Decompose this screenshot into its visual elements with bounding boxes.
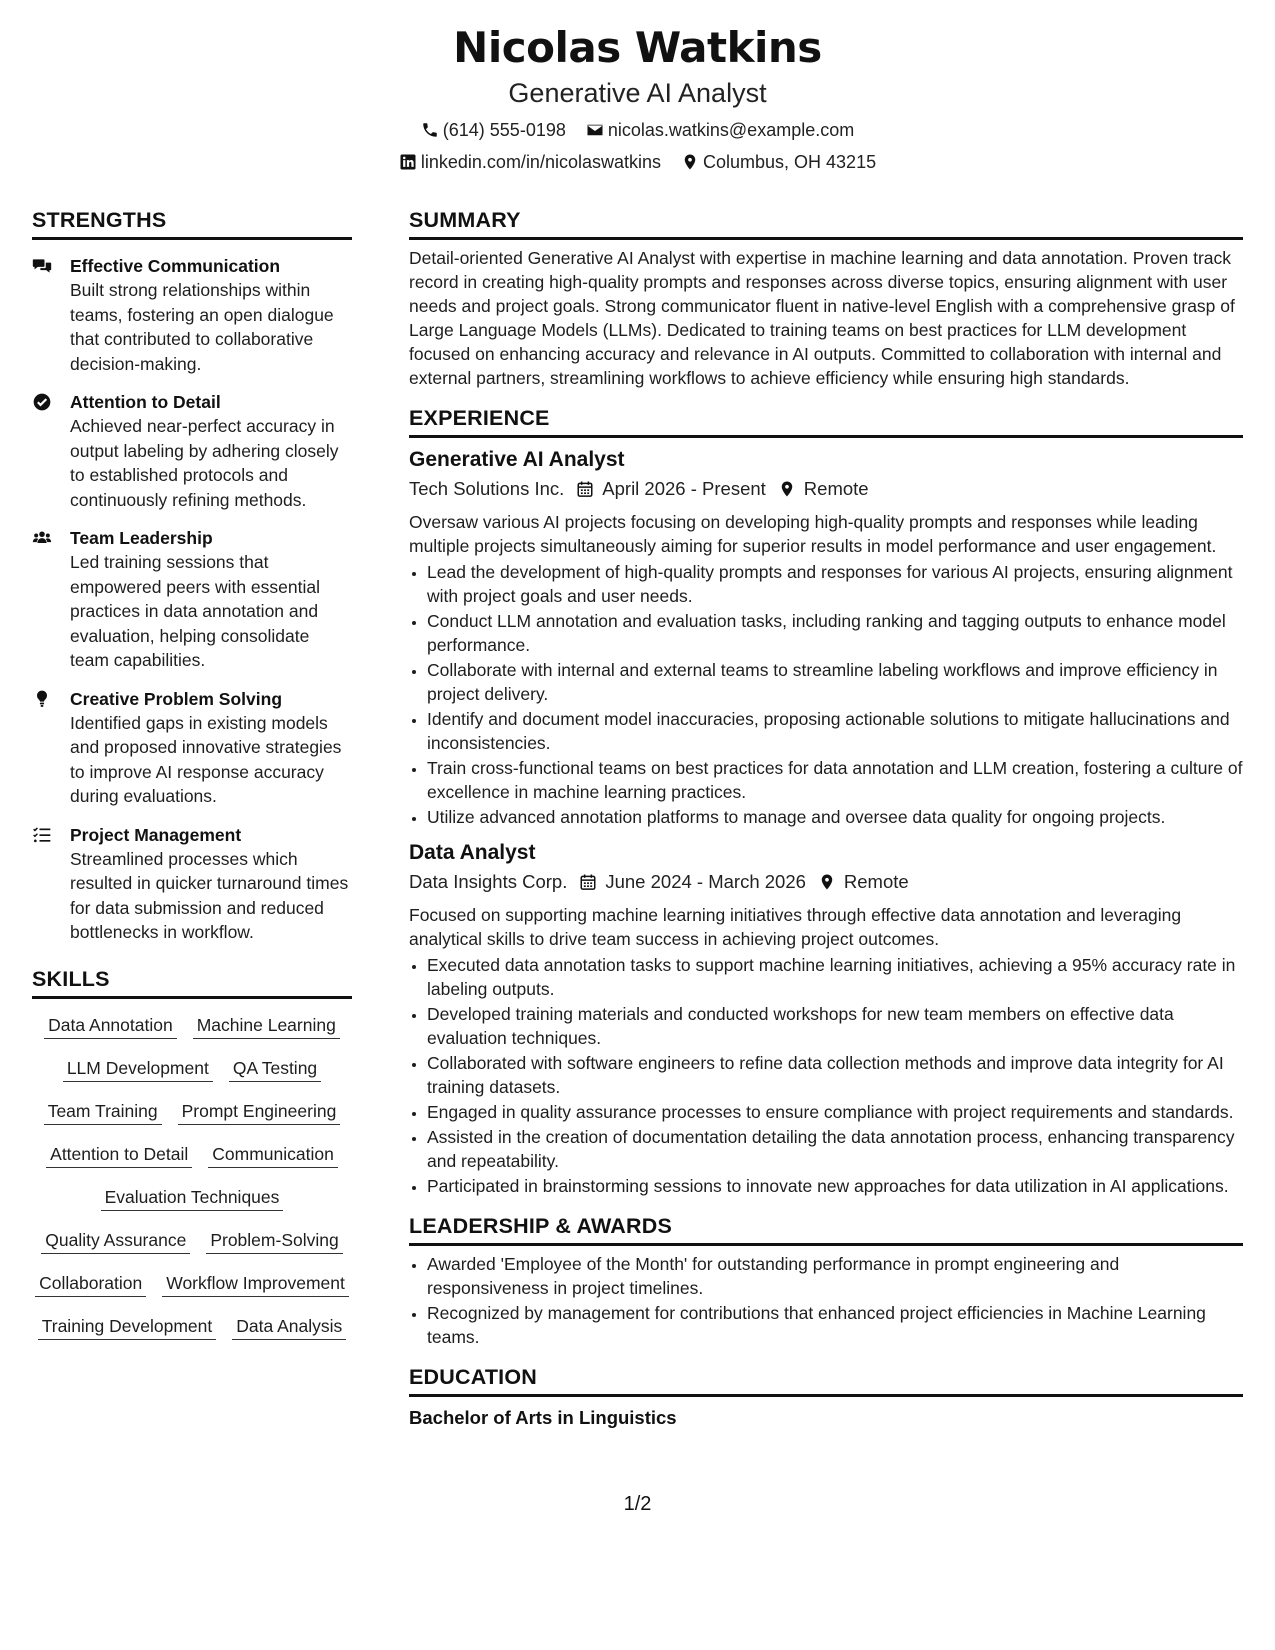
awards-section xyxy=(409,1214,1243,1349)
map-pin-icon xyxy=(818,873,836,891)
strengths-heading: STRENGTHS xyxy=(32,208,352,240)
users-icon xyxy=(32,528,52,548)
skill-tag: Problem-Solving xyxy=(206,1228,342,1254)
check-circle-icon xyxy=(32,392,52,412)
skill-tag: Workflow Improvement xyxy=(162,1271,349,1297)
left-column xyxy=(32,208,352,1431)
job-bullet: • Assisted in the creation of documentation detailing the data annotation process, enhancing transparency and repeatability. xyxy=(427,1125,1243,1173)
awards-heading: LEADERSHIP & AWARDS xyxy=(409,1214,1243,1246)
skill-tag: LLM Development xyxy=(63,1056,213,1082)
strength-desc: Streamlined processes which resulted in quicker turnaround times for data submission and reduced bottlenecks in workflow. xyxy=(70,848,349,942)
job-bullet: • Participated in brainstorming sessions to innovate new approaches for data utilization in AI applications. xyxy=(427,1174,1243,1198)
linkedin-contact[interactable] xyxy=(399,150,661,174)
candidate-role: Generative AI Analyst xyxy=(508,78,767,108)
skill-tag: QA Testing xyxy=(229,1056,321,1082)
candidate-name: Nicolas Watkins xyxy=(453,23,822,72)
job-location: Remote xyxy=(803,478,869,499)
location-text: Columbus, OH 43215 xyxy=(703,152,877,172)
education-degree: Bachelor of Arts in Linguistics xyxy=(409,1407,677,1428)
job-location: Remote xyxy=(843,871,909,892)
skill-tag: Collaboration xyxy=(35,1271,146,1297)
job-dates: June 2024 - March 2026 xyxy=(605,871,806,892)
location-contact xyxy=(681,150,876,174)
map-pin-icon xyxy=(681,153,699,171)
skill-tag: Data Analysis xyxy=(232,1314,346,1340)
email-contact[interactable] xyxy=(586,118,854,142)
job-bullet: • Collaborated with software engineers to refine data collection methods and improve data integrity for AI training datasets. xyxy=(427,1051,1243,1099)
award-item: • Awarded 'Employee of the Month' for outstanding performance in prompt engineering and responsiveness in project timelines. xyxy=(427,1252,1243,1300)
right-column xyxy=(409,208,1243,1431)
job-company: Data Insights Corp. xyxy=(409,871,568,892)
calendar-icon xyxy=(576,480,594,498)
job-bullet: • Lead the development of high-quality prompts and responses for various AI projects, ensuring alignment with project goals and user needs. xyxy=(427,560,1243,608)
summary-heading: SUMMARY xyxy=(409,208,1243,240)
strength-desc: Built strong relationships within teams, fostering an open dialogue that contributed to collaborative decision-making. xyxy=(70,280,334,374)
contact-row-2 xyxy=(0,150,1275,174)
email-text: nicolas.watkins@example.com xyxy=(607,120,855,140)
strength-item xyxy=(32,687,352,809)
job-bullets xyxy=(409,560,1243,829)
job-company: Tech Solutions Inc. xyxy=(409,478,565,499)
contact-row-1 xyxy=(0,118,1275,142)
job-entry xyxy=(409,839,1243,1198)
strength-desc: Achieved near-perfect accuracy in output labeling by adhering closely to established protocols and continuously refining methods. xyxy=(70,416,339,510)
list-check-icon xyxy=(32,825,52,845)
strength-item xyxy=(32,390,352,512)
calendar-icon xyxy=(579,873,597,891)
job-bullets xyxy=(409,953,1243,1198)
page-number: 1/2 xyxy=(623,1493,652,1515)
lightbulb-icon xyxy=(32,689,52,709)
education-heading: EDUCATION xyxy=(409,1365,1243,1397)
skill-tag: Machine Learning xyxy=(193,1013,340,1039)
linkedin-icon xyxy=(399,153,417,171)
skill-tag: Evaluation Techniques xyxy=(101,1185,284,1211)
phone-icon xyxy=(421,121,439,139)
education-section xyxy=(409,1365,1243,1431)
job-bullet: • Developed training materials and conducted workshops for new team members on effective data evaluation techniques. xyxy=(427,1002,1243,1050)
strength-title: Creative Problem Solving xyxy=(70,688,283,709)
summary-text: Detail-oriented Generative AI Analyst with expertise in machine learning and data annotation. Proven track record in creating high-quality prompts and responses across diverse topics, ensuring alignment with user needs and project goals. Strong communicator fluent in native-level English with a comprehensive grasp of Large Language Models (LLMs). Dedicated to training teams on best practices for LLM development focused on enhancing accuracy and relevance in AI outputs. Committed to collaboration with internal and external partners, streamlining workflows to achieve efficiency while ensuring high standards. xyxy=(409,248,1235,388)
skill-tag: Quality Assurance xyxy=(41,1228,190,1254)
skill-tag: Team Training xyxy=(44,1099,162,1125)
job-title: Generative AI Analyst xyxy=(409,448,625,471)
linkedin-text: linkedin.com/in/nicolaswatkins xyxy=(420,152,661,172)
comments-icon xyxy=(32,256,52,276)
job-entry xyxy=(409,446,1243,829)
map-pin-icon xyxy=(778,480,796,498)
phone-text: (614) 555-0198 xyxy=(442,120,566,140)
job-bullet: • Train cross-functional teams on best practices for data annotation and LLM creation, fostering a culture of excellence in machine learning practices. xyxy=(427,756,1243,804)
skills-list xyxy=(32,1013,352,1340)
envelope-icon xyxy=(586,121,604,139)
job-description: Oversaw various AI projects focusing on developing high-quality prompts and responses while leading multiple projects simultaneously aiming for superior results in model performance and user engagement. xyxy=(409,512,1217,556)
strength-item xyxy=(32,526,352,673)
job-description: Focused on supporting machine learning initiatives through effective data annotation and leveraging analytical skills to drive team success in achieving project outcomes. xyxy=(409,905,1182,949)
job-meta xyxy=(409,869,1243,895)
award-item: • Recognized by management for contributions that enhanced project efficiencies in Machine Learning teams. xyxy=(427,1301,1243,1349)
strength-title: Attention to Detail xyxy=(70,392,221,412)
strength-title: Project Management xyxy=(70,824,242,845)
resume-body xyxy=(32,208,1243,1431)
job-bullet: • Identify and document model inaccuracies, proposing actionable solutions to mitigate hallucinations and inconsistencies. xyxy=(427,707,1243,755)
job-bullet: • Utilize advanced annotation platforms to manage and oversee data quality for ongoing projects. xyxy=(427,805,1243,829)
skill-tag: Communication xyxy=(208,1142,338,1168)
experience-heading: EXPERIENCE xyxy=(409,406,1243,438)
skills-heading: SKILLS xyxy=(32,967,352,999)
strength-desc: Led training sessions that empowered peers with essential practices in data annotation and evaluation, helping consolidate team capabilities. xyxy=(70,552,320,670)
experience-section xyxy=(409,406,1243,1198)
strength-item xyxy=(32,823,352,945)
job-dates: April 2026 - Present xyxy=(602,478,766,499)
awards-list xyxy=(409,1252,1243,1349)
job-meta xyxy=(409,476,1243,502)
job-bullet: • Executed data annotation tasks to support machine learning initiatives, achieving a 95% accuracy rate in labeling outputs. xyxy=(427,953,1243,1001)
strength-item xyxy=(32,254,352,376)
skill-tag: Training Development xyxy=(38,1314,217,1340)
job-bullet: • Collaborate with internal and external teams to streamline labeling workflows and improve efficiency in project delivery. xyxy=(427,658,1243,706)
skill-tag: Prompt Engineering xyxy=(178,1099,341,1125)
resume-header xyxy=(0,0,1275,174)
job-bullet: • Engaged in quality assurance processes to ensure compliance with project requirements and standards. xyxy=(427,1100,1243,1124)
job-bullet: • Conduct LLM annotation and evaluation tasks, including ranking and tagging outputs to enhance model performance. xyxy=(427,609,1243,657)
skill-tag: Attention to Detail xyxy=(46,1142,192,1168)
strength-title: Team Leadership xyxy=(70,528,213,548)
strength-title: Effective Communication xyxy=(70,256,281,276)
phone-contact[interactable] xyxy=(421,118,566,142)
strength-desc: Identified gaps in existing models and proposed innovative strategies to improve AI response accuracy during evaluations. xyxy=(70,712,342,806)
skill-tag: Data Annotation xyxy=(44,1013,177,1039)
job-title: Data Analyst xyxy=(409,841,536,864)
